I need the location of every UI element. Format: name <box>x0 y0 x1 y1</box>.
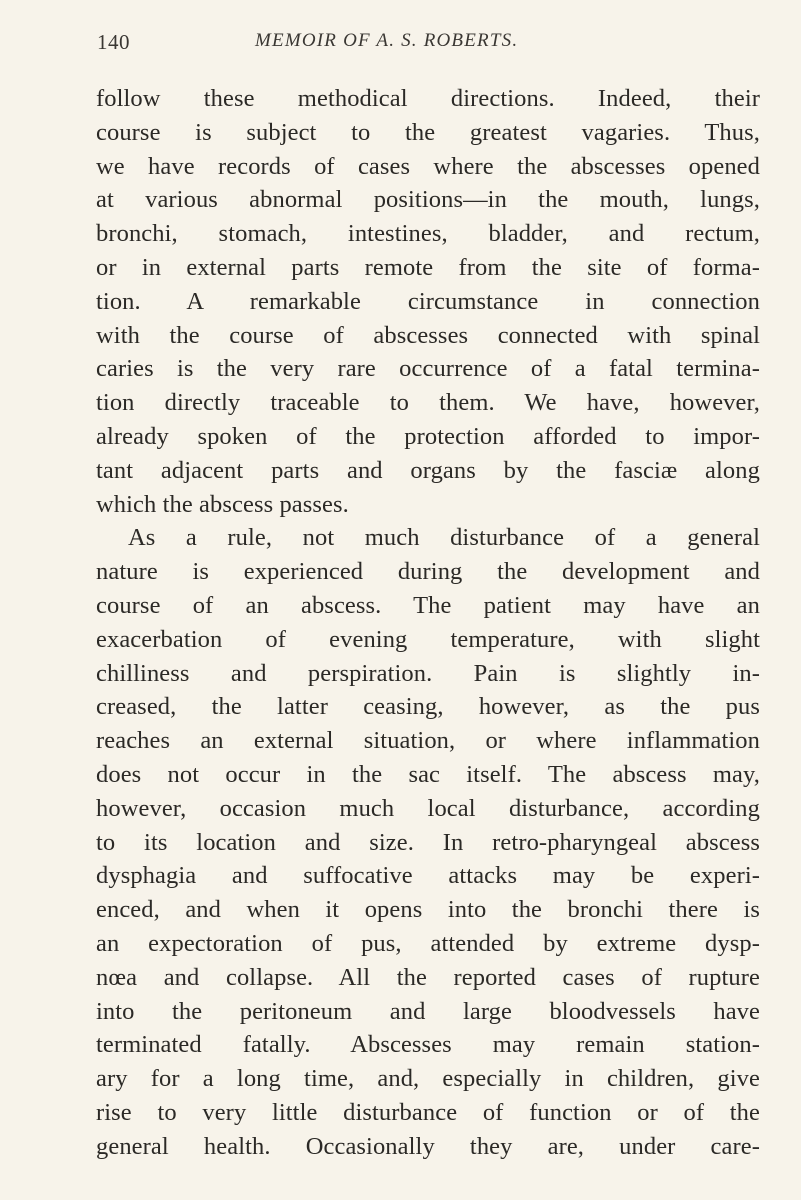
text-line: course of an abscess. The patient may have an <box>96 591 760 619</box>
text-line: reaches an external situation, or where inflammation <box>96 727 760 755</box>
running-title: MEMOIR OF A. S. ROBERTS. <box>255 30 519 51</box>
body-text <box>96 82 760 1164</box>
paragraph-start-line: As a rule, not much disturbance of a general <box>128 524 760 552</box>
text-line: chilliness and perspiration. Pain is slightly in- <box>96 659 760 687</box>
text-line: creased, the latter ceasing, however, as the pus <box>96 693 760 721</box>
text-line: to its location and size. In retro-pharyngeal abscess <box>96 828 760 856</box>
paragraph-end-line: which the abscess passes. <box>96 490 349 518</box>
page-number: 140 <box>97 30 130 54</box>
text-line: at various abnormal positions—in the mouth, lungs, <box>96 186 760 214</box>
text-line: enced, and when it opens into the bronchi there is <box>96 896 760 924</box>
text-line: exacerbation of evening temperature, with slight <box>96 625 760 653</box>
text-line: already spoken of the protection afforded to impor- <box>96 422 760 450</box>
text-line: however, occasion much local disturbance, according <box>96 794 760 822</box>
text-line: course is subject to the greatest vagaries. Thus, <box>96 118 760 146</box>
text-line: follow these methodical directions. Indeed, their <box>96 85 760 112</box>
text-line: does not occur in the sac itself. The abscess may, <box>96 760 760 788</box>
running-head <box>97 30 757 60</box>
text-line: nœa and collapse. All the reported cases of rupture <box>96 963 760 991</box>
text-line: rise to very little disturbance of function or of the <box>96 1098 760 1126</box>
text-line: an expectoration of pus, attended by extreme dysp- <box>96 929 760 957</box>
text-line: nature is experienced during the development and <box>96 558 760 586</box>
text-line: tion. A remarkable circumstance in connection <box>96 287 760 315</box>
text-line: tion directly traceable to them. We have, however, <box>96 389 760 417</box>
text-line: into the peritoneum and large bloodvessels have <box>96 997 760 1025</box>
text-line: dysphagia and suffocative attacks may be experi- <box>96 862 760 890</box>
text-line: general health. Occasionally they are, under care- <box>96 1132 760 1160</box>
text-line: ary for a long time, and, especially in children, give <box>96 1065 760 1093</box>
text-line: terminated fatally. Abscesses may remain station- <box>96 1031 760 1059</box>
text-line: we have records of cases where the abscesses opened <box>96 152 760 180</box>
text-line: bronchi, stomach, intestines, bladder, and rectum, <box>96 220 760 248</box>
text-line: or in external parts remote from the site of forma- <box>96 253 760 281</box>
text-line: tant adjacent parts and organs by the fasciæ along <box>96 456 760 484</box>
text-line: caries is the very rare occurrence of a fatal termina- <box>96 355 760 383</box>
text-line: with the course of abscesses connected with spinal <box>96 321 760 349</box>
